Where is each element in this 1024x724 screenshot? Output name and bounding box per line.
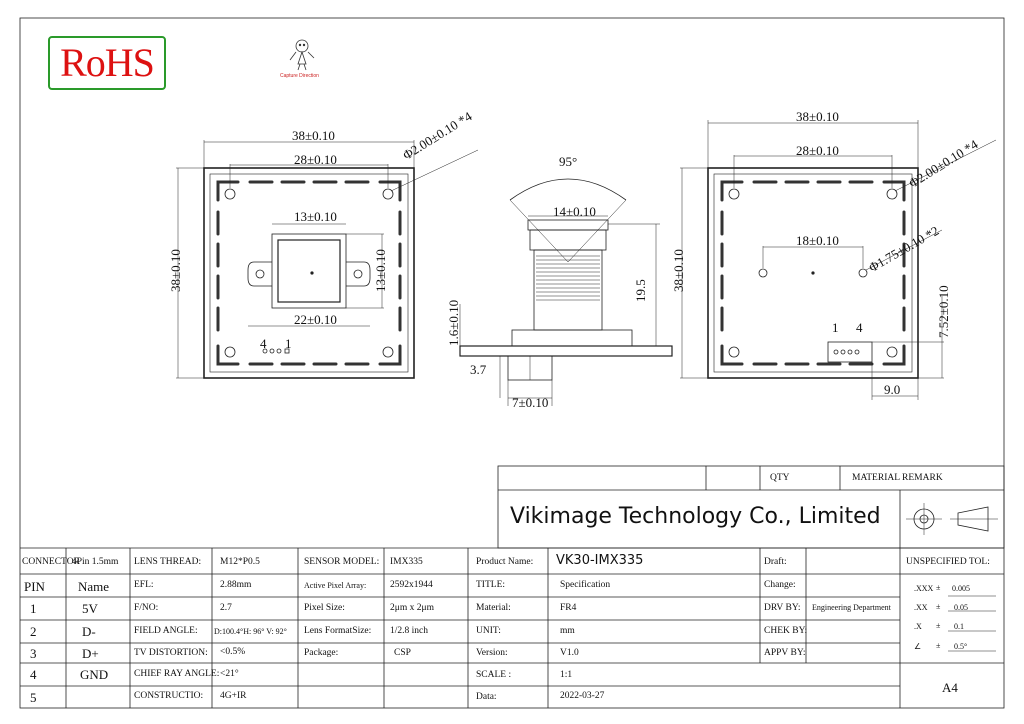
dim-side-conn-width: 7±0.10	[512, 395, 549, 410]
tolerance-pm: ±	[936, 602, 941, 611]
dim-back-small-dia: Φ1.75±0.10 *2	[866, 222, 942, 275]
approval-label: CHEK BY:	[764, 626, 808, 636]
lens-label: FIELD ANGLE:	[134, 626, 198, 636]
sensor-value: 2592x1944	[390, 580, 433, 590]
dim-front-holder-width: 13±0.10	[294, 209, 337, 224]
tolerance-pm: ±	[936, 641, 941, 650]
header-material-remark: MATERIAL REMARK	[852, 473, 943, 483]
tolerance-value: 0.5°	[954, 642, 968, 651]
product-value: FR4	[560, 603, 577, 613]
approval-label: Change:	[764, 580, 796, 590]
product-label: Version:	[476, 648, 508, 658]
lens-label: CONSTRUCTIO:	[134, 691, 204, 701]
header-qty: QTY	[770, 473, 790, 483]
lens-label: CHIEF RAY ANGLE:	[134, 669, 220, 679]
sensor-value: 2μm x 2μm	[390, 603, 434, 613]
dim-front-hole-spacing: 28±0.10	[294, 152, 337, 167]
sensor-value: IMX335	[390, 557, 423, 567]
dim-front-holder-height: 13±0.10	[373, 249, 388, 292]
product-name-value: VK30-IMX335	[556, 553, 644, 568]
dim-side-fov: 95°	[559, 154, 578, 169]
lens-label: F/NO:	[134, 603, 159, 613]
product-label: Material:	[476, 603, 511, 613]
pin-number: 2	[30, 624, 37, 639]
product-label: Product Name:	[476, 557, 534, 567]
tolerance-key: ∠	[914, 642, 922, 651]
pin-header: PIN	[24, 579, 45, 594]
dim-side-lens-height: 19.5	[633, 279, 648, 302]
dim-front-outer-height: 38±0.10	[168, 249, 183, 292]
tolerance-value: 0.05	[954, 603, 968, 612]
approval-label: APPV BY:	[764, 648, 806, 658]
tolerance-pm: ±	[936, 621, 941, 630]
tolerance-pm: ±	[936, 583, 941, 592]
back-pin-left: 1	[832, 320, 839, 335]
tolerance-title: UNSPECIFIED TOL:	[906, 557, 990, 567]
product-value: 2022-03-27	[560, 691, 605, 701]
product-value: Specification	[560, 580, 611, 590]
lens-label: LENS THREAD:	[134, 557, 202, 567]
product-value: 1:1	[560, 670, 573, 680]
tolerance-value: 0.005	[952, 584, 970, 593]
sensor-label: Active Pixel Array:	[304, 581, 367, 590]
connector-label: CONNECTOR	[22, 557, 80, 567]
sensor-value: 1/2.8 inch	[390, 626, 428, 636]
product-label: SCALE :	[476, 670, 512, 680]
dim-front-hole-dia: Φ2.00±0.10 *4	[400, 108, 475, 163]
brand-caption: Capture Direction	[280, 73, 319, 79]
lens-value: 4G+IR	[220, 691, 247, 701]
company-name: Vikimage Technology Co., Limited	[510, 504, 881, 529]
lens-value: <21°	[220, 669, 239, 679]
pin-name: 5V	[82, 601, 98, 616]
lens-label: TV DISTORTION:	[134, 648, 208, 658]
dim-back-outer-width: 38±0.10	[796, 109, 839, 124]
sheet-size: A4	[942, 680, 958, 695]
tolerance-key: .XX	[914, 603, 928, 612]
back-pin-right: 4	[856, 320, 863, 335]
pin-name: D+	[82, 646, 99, 661]
front-view	[176, 140, 478, 378]
sensor-label: SENSOR MODEL:	[304, 557, 380, 567]
dim-side-conn-height: 3.7	[470, 362, 487, 377]
tolerance-value: 0.1	[954, 622, 964, 631]
dim-back-hole-spacing: 28±0.10	[796, 143, 839, 158]
lens-value: 2.7	[220, 603, 232, 613]
dim-front-mount-width: 22±0.10	[294, 312, 337, 327]
approval-value: Engineering Department	[812, 603, 891, 612]
brand-mascot-icon	[290, 40, 314, 70]
rohs-logo: RoHS	[48, 36, 166, 90]
dim-side-lens-dia: 14±0.10	[553, 204, 596, 219]
product-value: V1.0	[560, 648, 579, 658]
tolerance-key: .XXX	[914, 584, 934, 593]
approval-label: Draft:	[764, 557, 787, 567]
lens-value: <0.5%	[220, 647, 246, 657]
lens-value: M12*P0.5	[220, 557, 260, 567]
pin-number: 3	[30, 646, 37, 661]
dim-back-outer-height: 38±0.10	[671, 249, 686, 292]
dim-back-small-spacing: 18±0.10	[796, 233, 839, 248]
front-pin-left: 4	[260, 336, 267, 351]
pin-name: GND	[80, 667, 109, 682]
product-label: TITLE:	[476, 580, 506, 590]
pin-number: 5	[30, 690, 37, 705]
product-label: Data:	[476, 692, 497, 702]
dim-front-outer-width: 38±0.10	[292, 128, 335, 143]
name-header: Name	[78, 579, 110, 594]
approval-label: DRV BY:	[764, 603, 801, 613]
front-pin-right: 1	[285, 336, 292, 351]
sensor-label: Package:	[304, 648, 339, 658]
dim-back-hole-dia: Φ2.00±0.10 *4	[906, 136, 981, 191]
sensor-label: Pixel Size:	[304, 603, 345, 613]
dim-back-conn-offset: 7.52±0.10	[936, 285, 951, 338]
dim-back-conn-width: 9.0	[884, 382, 901, 397]
product-value: mm	[560, 626, 575, 636]
pin-name: D-	[82, 624, 96, 639]
lens-value: D:100.4°H: 96° V: 92°	[214, 627, 287, 636]
tolerance-key: .X	[914, 622, 922, 631]
connector-value: 4Pin 1.5mm	[72, 557, 119, 567]
pin-number: 4	[30, 667, 37, 682]
product-label: UNIT:	[476, 626, 501, 636]
sensor-label: Lens FormatSize:	[304, 626, 372, 636]
sensor-value: CSP	[394, 648, 411, 658]
lens-value: 2.88mm	[220, 580, 252, 590]
pin-number: 1	[30, 601, 37, 616]
lens-label: EFL:	[134, 580, 154, 590]
dim-side-board-thk: 1.6±0.10	[446, 299, 461, 346]
